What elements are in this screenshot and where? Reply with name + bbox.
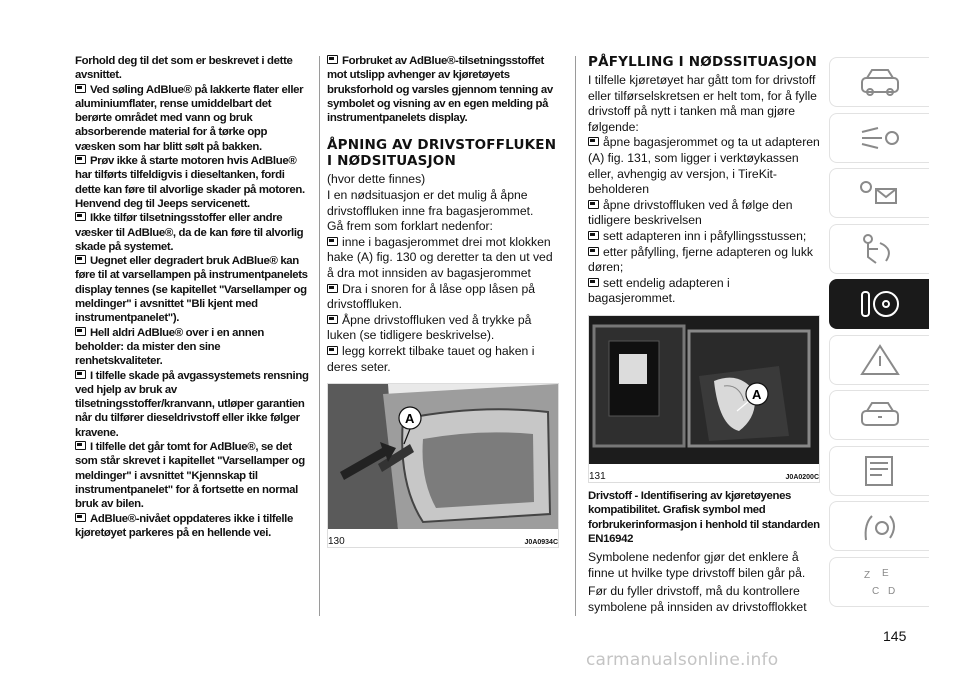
- column-warnings: [75, 54, 309, 540]
- bullet-marker-icon: [75, 212, 86, 221]
- column-fuel-flap: [327, 54, 559, 548]
- warning-message-icon: [852, 173, 908, 213]
- technical-data-icon: [852, 451, 908, 491]
- paragraph: (hvor dette finnes): [327, 172, 426, 187]
- bullet-item: sett endelig adapteren i bagasjerommet.: [588, 275, 730, 306]
- chapter-tab[interactable]: [829, 168, 929, 218]
- bullet-marker-icon: [75, 327, 86, 336]
- callout-label: A: [752, 386, 762, 402]
- fuel-compatibility-subheading: Drivstoff - Identifisering av kjøretøyenes kompatibilitet. Grafisk symbol med forbrukerinformasjon i henhold til standarden EN16942: [588, 489, 820, 545]
- bullet-marker-icon: [75, 441, 86, 450]
- warning-marker-icon: [327, 55, 338, 64]
- chapter-tab[interactable]: [829, 224, 929, 274]
- consumption-warning: [327, 54, 559, 125]
- bullet-item: Uegnet eller degradert bruk AdBlue® kan føre til at varsellampen på instrumentpanelets display tennes (se kapitellet "Varsellamper og meldinger" i avsnittet "Bli kjent med instrumentpanelet").: [75, 255, 308, 325]
- chapter-tabs: [829, 57, 929, 612]
- bullet-marker-icon: [588, 200, 599, 209]
- bullet-marker-icon: [327, 315, 338, 324]
- trunk-release-illustration: [328, 384, 558, 529]
- callout-label: A: [405, 411, 415, 427]
- bullet-item: sett adapteren inn i påfyllingsstussen;: [588, 229, 820, 245]
- bullet-marker-icon: [327, 284, 338, 293]
- chapter-tab[interactable]: [829, 501, 929, 551]
- chapter-tab[interactable]: [829, 557, 929, 607]
- bullet-marker-icon: [327, 237, 338, 246]
- bullet-item: Dra i snoren for å låse opp låsen på drivstoffluken.: [327, 281, 536, 312]
- bullet-item: Prøv ikke å starte motoren hvis AdBlue® har tilførts tilfeldigvis i dieseltanken, fordi dette kan føre til alvorlige skader på motoren. Henvend deg til Jeeps servicenett.: [75, 155, 305, 210]
- chapter-tab[interactable]: [829, 390, 929, 440]
- car-service-icon: [852, 395, 908, 435]
- fuel-compatibility-text: [588, 550, 820, 615]
- key-steering-wheel-icon: [852, 284, 908, 324]
- bullet-marker-icon: [588, 278, 599, 287]
- bullet-item: Åpne drivstoffluken ved å trykke på luken (se tidligere beskrivelse).: [327, 312, 532, 343]
- paragraph: I en nødsituasjon er det mulig å åpne drivstoffluken inne fra bagasjerommet.: [327, 188, 534, 218]
- section-heading: PÅFYLLING I NØDSSITUASJON: [588, 54, 817, 70]
- fuel-flap-instructions: [327, 172, 559, 375]
- figure-130: [327, 383, 559, 548]
- chapter-tab[interactable]: [829, 335, 929, 385]
- figure-caption: [328, 536, 558, 547]
- figure-code: J0A0200C: [785, 473, 819, 481]
- svg-text:C: C: [871, 585, 879, 597]
- section-heading: ÅPNING AV DRIVSTOFFLUKEN I NØDSITUASJON: [327, 137, 557, 170]
- bullet-marker-icon: [75, 513, 86, 522]
- alphabet-index-icon: [852, 562, 908, 602]
- bullet-marker-icon: [588, 247, 599, 256]
- bullet-marker-icon: [588, 231, 599, 240]
- paragraph: I tilfelle kjøretøyet har gått tom for drivstoff eller tilførselskretsen er helt tom, for å fylle drivstoff på nytt i tanken må man gjøre følgende:: [588, 73, 817, 134]
- bullet-item: inne i bagasjerommet drei mot klokken hake (A) fig. 130 og deretter ta den ut ved å dra mot innsiden av bagasjerommet: [327, 234, 553, 281]
- figure-caption: [589, 471, 819, 482]
- breakdown-triangle-icon: [852, 340, 908, 380]
- chapter-tab[interactable]: [829, 113, 929, 163]
- column-divider: [575, 56, 576, 616]
- figure-number: 130: [328, 536, 345, 548]
- page-number: 145: [883, 628, 907, 644]
- column-emergency-refuel: [588, 54, 820, 615]
- bullet-marker-icon: [327, 346, 338, 355]
- bullet-item: Ikke tilfør tilsetningsstoffer eller andre væsker til AdBlue®, da de kan føre til alvorlig skade på systemet.: [75, 212, 304, 253]
- bullet-marker-icon: [75, 84, 86, 93]
- consumption-warning-text: Forbruket av AdBlue®-tilsetningsstoffet mot utslipp avhenger av kjøretøyets bruksforhold og varsles gjennom tenning av symbolet og visning av en egen melding på instrumentpanelets display.: [327, 55, 553, 125]
- paragraph: Før du fyller drivstoff, må du kontrollere symbolene på innsiden av drivstofflokket: [588, 584, 807, 614]
- bullet-marker-icon: [75, 155, 86, 164]
- paragraph: Symbolene nedenfor gjør det enklere å finne ut hvilke type drivstoff bilen går på.: [588, 550, 806, 580]
- bullet-item: Ved søling AdBlue® på lakkerte flater eller aluminiumflater, rense umiddelbart det berørte området med vann og bruk absorberende material for å tørke opp væsken som har blitt sølt på bakken.: [75, 83, 304, 153]
- svg-text:Z: Z: [863, 569, 870, 581]
- bullet-item: etter påfylling, fjerne adapteren og lukk døren;: [588, 244, 814, 275]
- bullet-item: I tilfelle skade på avgassystemets rensning ved hjelp av bruk av tilsetningsstoffer/kranvann, utløper garantien når du tilfører dieseldrivstoff eller ikke følger kravene.: [75, 369, 309, 439]
- bullet-item: I tilfelle det går tomt for AdBlue®, se det som står skrevet i kapitellet "Varsellamper og meldinger" i avsnittet "Kjennskap til instrumentpanelet" for å fortsette en normal bruk av bilen.: [75, 441, 305, 511]
- bullet-item: åpne drivstoffluken ved å følge den tidligere beskrivelsen: [588, 197, 793, 228]
- bullet-item: Hell aldri AdBlue® over i en annen beholder: da mister den sine renhetskvaliteter.: [75, 326, 264, 368]
- bullet-item: legg korrekt tilbake tauet og haken i deres seter.: [327, 344, 535, 374]
- bullet-item: AdBlue®-nivået oppdateres ikke i tilfelle kjøretøyet parkeres på en hellende vei.: [75, 512, 293, 539]
- bullet-item: åpne bagasjerommet og ta ut adapteren (A) fig. 131, som ligger i verktøykassen eller, avhengig av versjon, i TireKit-beholderen: [588, 135, 820, 197]
- car-lights-icon: [852, 118, 908, 158]
- chapter-tab[interactable]: [829, 279, 929, 329]
- figure-number: 131: [589, 470, 606, 482]
- watermark: carmanualsonline.info: [586, 650, 779, 670]
- bullet-marker-icon: [75, 370, 86, 379]
- svg-text:E: E: [881, 567, 889, 579]
- refuel-instructions: [588, 73, 820, 307]
- car-dashboard-icon: [852, 62, 908, 102]
- column-divider: [319, 56, 320, 616]
- figure-131: [588, 315, 820, 483]
- multimedia-icon: [852, 506, 908, 546]
- paragraph: Forhold deg til det som er beskrevet i dette avsnittet.: [75, 55, 293, 82]
- bullet-marker-icon: [75, 255, 86, 264]
- figure-code: J0A0934C: [524, 539, 558, 547]
- chapter-tab[interactable]: [829, 446, 929, 496]
- adapter-illustration: [589, 316, 819, 464]
- bullet-marker-icon: [588, 137, 599, 146]
- svg-text:D: D: [887, 585, 895, 597]
- paragraph: Gå frem som forklart nedenfor:: [327, 219, 493, 234]
- chapter-tab[interactable]: [829, 57, 929, 107]
- airbag-safety-icon: [852, 229, 908, 269]
